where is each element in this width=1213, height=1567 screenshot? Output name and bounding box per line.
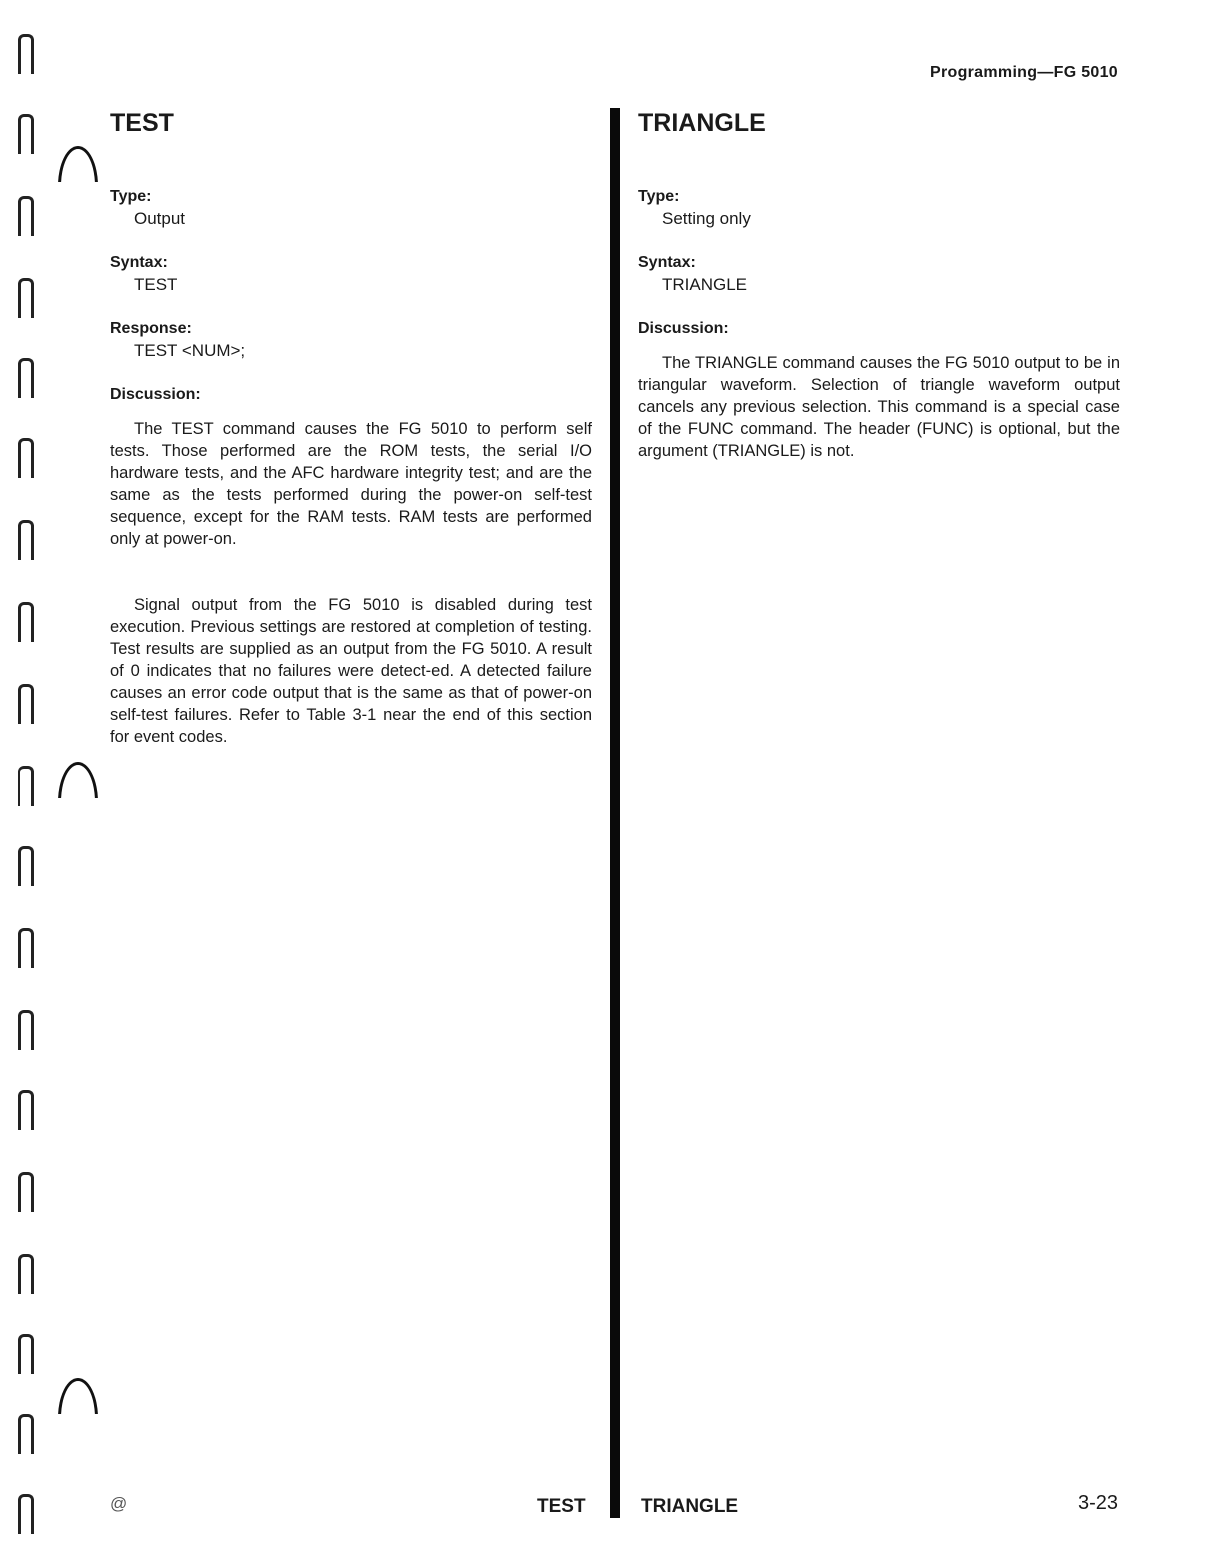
- punch-hole-icon: [58, 762, 102, 806]
- type-value: Output: [134, 209, 186, 228]
- test-command-section: [110, 108, 592, 748]
- type-value: Setting only: [662, 209, 751, 228]
- binder-ring-icon: [18, 438, 40, 478]
- discussion-label: Discussion:: [638, 320, 729, 337]
- type-label: Type:: [638, 188, 680, 205]
- punch-hole-icon: [58, 146, 102, 190]
- binder-ring-icon: [18, 278, 40, 318]
- binder-ring-icon: [18, 602, 40, 642]
- binder-ring-icon: [18, 520, 40, 560]
- binder-ring-icon: [18, 358, 40, 398]
- discussion-paragraph: Signal output from the FG 5010 is disabled during test execution. Previous settings are restored at completion of testing. Test results are supplied as an output from the FG 5010. A result of 0 indicates that no failures were detect-ed. A detected failure causes an error code output that is the same as that of power-on self-test failures. Refer to Table 3-1 near the end of this section for event codes.: [110, 596, 592, 746]
- binder-ring-icon: [18, 34, 40, 74]
- binder-ring-icon: [18, 684, 40, 724]
- section-title: TRIANGLE: [638, 109, 766, 137]
- binder-ring-icon: [18, 1172, 40, 1212]
- binder-ring-icon: [18, 766, 40, 806]
- binder-ring-icon: [18, 1090, 40, 1130]
- syntax-label: Syntax:: [110, 254, 168, 271]
- binder-ring-icon: [18, 1494, 40, 1534]
- syntax-value: TRIANGLE: [662, 275, 748, 294]
- footer-left-section: TEST: [537, 1496, 586, 1517]
- running-header: Programming—FG 5010: [930, 64, 1118, 81]
- discussion-paragraph: The TEST command causes the FG 5010 to perform self tests. Those performed are the ROM tests, the serial I/O hardware tests, and the AFC hardware integrity test; and are the same as the tests performed during the power-on self-test sequence, except for the RAM tests. RAM tests are performed only at power-on.: [110, 420, 592, 548]
- discussion-label: Discussion:: [110, 386, 201, 403]
- response-value: TEST <NUM>;: [134, 341, 246, 360]
- binder-ring-icon: [18, 196, 40, 236]
- triangle-command-section: [638, 108, 1120, 462]
- binder-ring-icon: [18, 114, 40, 154]
- binder-ring-icon: [18, 1414, 40, 1454]
- footer-symbol: @: [110, 1494, 128, 1513]
- response-label: Response:: [110, 320, 192, 337]
- syntax-value: TEST: [134, 275, 178, 294]
- binder-ring-icon: [18, 1010, 40, 1050]
- binder-ring-icon: [18, 928, 40, 968]
- punch-hole-icon: [58, 1378, 102, 1422]
- change-bar-divider: [610, 108, 620, 1518]
- section-title: TEST: [110, 109, 174, 137]
- type-label: Type:: [110, 188, 152, 205]
- footer-right-section: TRIANGLE: [641, 1496, 739, 1517]
- binder-ring-icon: [18, 1334, 40, 1374]
- binder-ring-icon: [18, 1254, 40, 1294]
- binder-ring-icon: [18, 846, 40, 886]
- syntax-label: Syntax:: [638, 254, 696, 271]
- page-number: 3-23: [1078, 1492, 1119, 1514]
- discussion-paragraph: The TRIANGLE command causes the FG 5010 output to be in triangular waveform. Selection of triangle waveform output cancels any previous selection. This command is a special case of the FUNC command. The header (FUNC) is optional, but the argument (TRIANGLE) is not.: [638, 354, 1120, 460]
